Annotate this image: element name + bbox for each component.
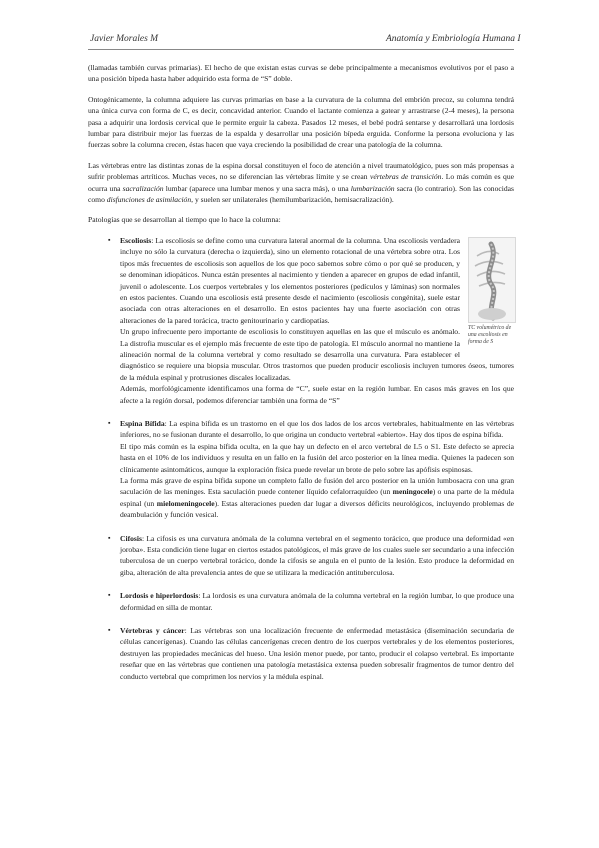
scoliosis-figure bbox=[468, 237, 514, 346]
list-item-espina-bifida: ▪ Espina Bífida: La espina bífida es un trastorno en el que los dos lados de los arcos vertebrales, habitualmente en las vértebras inferiores, no se fusionan durante el desarrollo, lo que origina un conducto vertebral «abierto». Hay dos tipos de espina bífida. El tipo más común es la espina bífida oculta, en la que hay un defecto en el arco vertebral de L5 o S1. Este defecto se aprecia hasta en el 10% de los individuos y resulta en un fallo en la fusión del arco posterior en la línea media. Quienes la padecen son clínicamente asintomáticos, aunque la exploración física puede revelar un brote de pelo sobre las apófisis espinosas. La forma más grave de espina bífida supone un completo fallo de fusión del arco posterior en la unión lumbosacra con una gran saculación de las meninges. Esta saculación puede contener líquido cefalorraquídeo (un meningocele) o una parte de la médula espinal (un mielomeningocele). Estas alteraciones pueden dar lugar a diversos déficits neurológicos, incluyendo problemas de deambulación y función vesical. bbox=[108, 418, 515, 520]
term-cancer: Vértebras y cáncer bbox=[120, 626, 185, 636]
bullet-icon: ▪ bbox=[108, 626, 111, 635]
term-escoliosis: Escoliosis bbox=[120, 235, 152, 245]
paragraph-transition-vertebrae: Las vértebras entre las distintas zonas de la espina dorsal constituyen el foco de atención a nivel traumatológico, pues son más propensas a sufrir problemas artríticos. Muchas veces, no se diferencian las vértebras límite y se crean vértebras de transición. Lo más común es que ocurra una sacralización lumbar (aparece una lumbar menos y una sacra más), o una lumbarización sacra (lo contrario). Son las conocidas como disfunciones de asimilación, y suelen ser unilaterales (hemilumbarización, hemisacralización). bbox=[88, 160, 515, 205]
bullet-icon: ▪ bbox=[108, 235, 111, 244]
header-author: Javier Morales M bbox=[90, 34, 159, 44]
bullet-icon: ▪ bbox=[108, 591, 111, 600]
paragraph-curves: (llamadas también curvas primarias). El hecho de que existan estas curvas se debe principalmente a mecanismos evolutivos por el paso a una posición bípeda hasta haber adquirido esta forma de “S” doble. bbox=[88, 63, 514, 84]
list-item-cancer: ▪ Vértebras y cáncer: Las vértebras son una localización frecuente de enfermedad metastásica (diseminación secundaria de células cancerígenas). Cuando las células cancerígenas crecen dentro de los cuerpos vertebrales y de los elementos posteriores, destruyen las propiedades mecánicas del hueso. Una lesión menor puede, por tanto, producir el colapso vertebral. Es importante reseñar que en las vértebras que contienen una patología metastásica extensa pueden sobresalir fragmentos de tumor dentro del conducto vertebral que comprimen los nervios y la médula espinal. bbox=[108, 626, 514, 681]
document-body bbox=[88, 62, 514, 694]
term-lordosis: Lordosis e hiperlordosis bbox=[120, 591, 199, 601]
paragraph-ontogeny: Ontogénicamente, la columna adquiere las curvas primarias en base a la curvatura de la columna del embrión precoz, su columna tendrá una única curva con forma de C, es decir, concavidad anterior. Cuando el lactante comienza a gatear y arrastrarse (2-4 meses), la persona pasa a adquirir una lordosis cervical que le permite erguir la cabeza. Pasados 12 meses, el bebé podrá sentarse y desarrollará una lordosis lumbar para distribuir mejor las fuerzas de la espalda y desarrollar una posición bípeda erguida. Conforme la persona evoluciona y las fuerzas sobre la columna crecen, éstas hacen que vaya creciendo la posibilidad de crear una patología de la columna. bbox=[88, 94, 514, 150]
list-item-lordosis: ▪ Lordosis e hiperlordosis: La lordosis es una curvatura anómala de la columna vertebral en la región lumbar, lo que produce una deformidad en silla de montar. bbox=[108, 591, 514, 612]
list-item-cifosis: ▪ Cifosis: La cifosis es una curvatura anómala de la columna vertebral en el segmento torácico, que produce una deformidad «en joroba». Esta condición tiene lugar en ciertos estados patológicos, el más grave de los cuales suele ser secundario a una infección tuberculosa de un cuerpo vertebral torácico, donde la cifosis se angula en el punto de la lesión. Esto produce la deformidad en giba, alteración de alta prevalencia antes de que se utilizara la medicación antituberculosa. bbox=[108, 533, 514, 577]
header-subject: Anatomía y Embriología Humana I bbox=[386, 34, 521, 44]
pathologies-list bbox=[88, 235, 514, 682]
bullet-icon: ▪ bbox=[108, 533, 111, 542]
term-cifosis: Cifosis bbox=[120, 533, 142, 543]
term-espina-bifida: Espina Bífida bbox=[120, 418, 165, 428]
bullet-icon: ▪ bbox=[108, 418, 111, 427]
list-item-escoliosis: ▪ TC volumétrico de una escoliosis en forma de S Escoliosis: La escoliosis se define como una curvatura lateral anormal de la columna. Una escoliosis verdadera incluye no sólo la curvatura (derecha o izquierda), sino un elemento rotacional de una vértebra sobre otra. Los tipos más frecuentes de escoliosis son aquellos de los que poco sabemos sobre cómo o por qué se producen, y se denominan idiopáticos. Nunca están presentes al nacimiento y tienden a aparecer en grupos de edad infantil, juvenil o adolescente. Los cuerpos vertebrales y los elementos posteriores (pedículos y láminas) son normales en estos pacientes. Cuando una escoliosis está presente desde el nacimiento (escoliosis congénita), suele estar asociada con otras alteraciones en el desarrollo. En estos pacientes hay una fuerte asociación con otras alteraciones de la pared torácica, tracto genitourinario y cardiopatías. Un grupo infrecuente pero importante de escoliosis lo constituyen aquellas en las que el músculo es anómalo. La distrofia muscular es el ejemplo más frecuente de este tipo de patología. El músculo anormal no mantiene la alineación normal de la columna vertebral y como resultado se desarrolla una curvatura. Para establecer el diagnóstico se requiere una biopsia muscular. Otros trastornos que pueden producir escoliosis incluyen tumores óseos, tumores de la médula espinal y protrusiones discales localizadas. Además, morfológicamente identificamos una forma de “C”, suele estar en la región lumbar. En casos más graves en los que afecte a la región dorsal, podemos diferenciar también una forma de “S” bbox=[108, 235, 514, 405]
paragraph-pathologies-intro: Patologías que se desarrollan al tiempo que lo hace la columna: bbox=[88, 215, 281, 225]
scoliosis-caption: TC volumétrico de una escoliosis en forma de S bbox=[468, 324, 512, 345]
scoliosis-ct-image bbox=[468, 237, 516, 323]
header-divider bbox=[88, 49, 514, 50]
